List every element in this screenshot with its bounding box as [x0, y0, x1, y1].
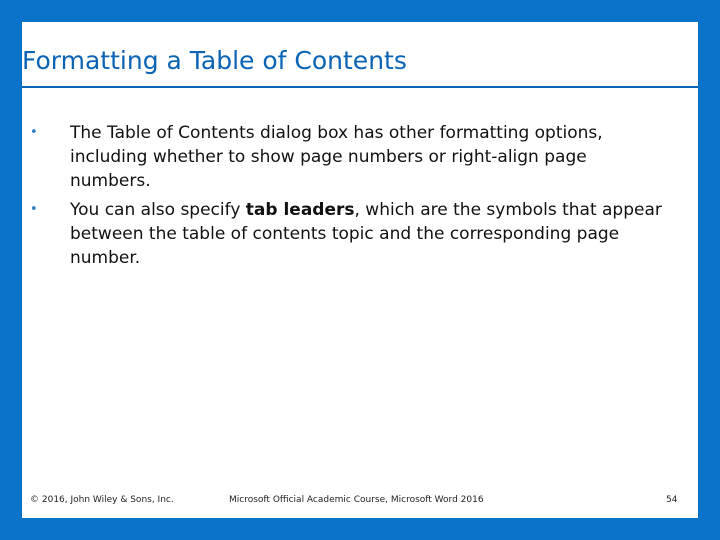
bullet-marker: •	[30, 202, 38, 217]
slide-title: Formatting a Table of Contents	[22, 46, 407, 75]
bullet-text-before: You can also specify	[70, 200, 246, 220]
bullet-item-tab-leaders	[30, 198, 670, 270]
bullet-text-after: , which are the symbols that appear between the table of contents topic and the corresponding page number.	[70, 200, 662, 268]
bullet-list	[30, 121, 670, 275]
bullet-marker: •	[30, 125, 38, 140]
title-underline	[22, 86, 698, 88]
footer-copyright: © 2016, John Wiley & Sons, Inc.	[30, 495, 174, 505]
footer-page-number: 54	[666, 495, 678, 505]
tab-leaders-term: tab leaders	[245, 200, 355, 220]
bullet-text: The Table of Contents dialog box has other formatting options, including whether to show page numbers or right-align page numbers.	[70, 123, 603, 191]
footer-course-title: Microsoft Official Academic Course, Microsoft Word 2016	[229, 495, 484, 505]
bullet-item-dialog-formatting	[30, 121, 670, 193]
bullet-text	[70, 200, 662, 268]
